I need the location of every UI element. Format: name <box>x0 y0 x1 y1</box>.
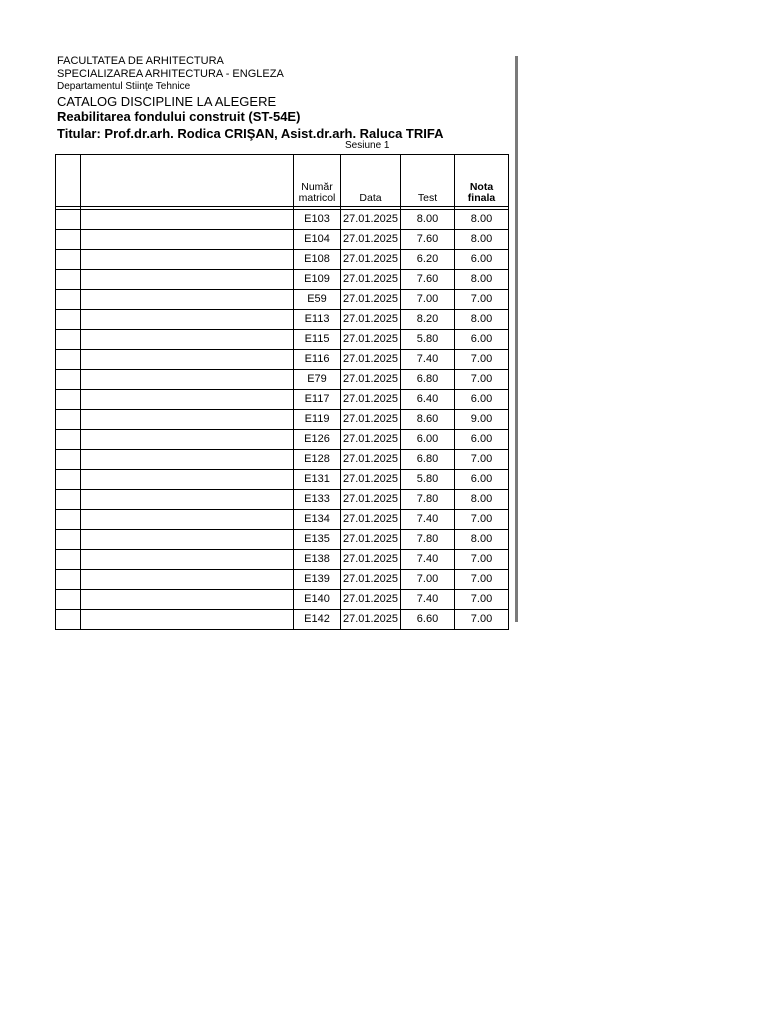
matricol-cell: E134 <box>294 510 341 530</box>
faculty-name: FACULTATEA DE ARHITECTURA <box>57 55 224 67</box>
nota-header-line2: finala <box>467 191 496 204</box>
test-grade-cell: 6.60 <box>401 610 455 630</box>
student-number-cell <box>56 350 81 370</box>
table-row <box>56 370 509 390</box>
matricol-cell: E131 <box>294 470 341 490</box>
matricol-header-line2: matricol <box>298 191 336 204</box>
table-row <box>56 470 509 490</box>
test-grade-cell: 8.00 <box>401 210 455 230</box>
test-grade-cell: 6.40 <box>401 390 455 410</box>
student-name-cell <box>81 490 294 510</box>
matricol-cell: E116 <box>294 350 341 370</box>
discipline-title: Reabilitarea fondului construit (ST-54E) <box>57 109 301 124</box>
student-name-cell <box>81 550 294 570</box>
student-number-cell <box>56 270 81 290</box>
student-name-cell <box>81 430 294 450</box>
final-grade-cell: 8.00 <box>455 230 509 250</box>
table-row <box>56 570 509 590</box>
student-name-cell <box>81 370 294 390</box>
test-grade-cell: 6.20 <box>401 250 455 270</box>
test-grade-cell: 7.40 <box>401 590 455 610</box>
table-row <box>56 610 509 630</box>
date-cell: 27.01.2025 <box>341 610 401 630</box>
matricol-cell: E126 <box>294 430 341 450</box>
date-cell: 27.01.2025 <box>341 430 401 450</box>
student-name-cell <box>81 350 294 370</box>
table-header-row <box>56 155 509 207</box>
test-grade-cell: 7.40 <box>401 550 455 570</box>
final-grade-cell: 6.00 <box>455 430 509 450</box>
date-cell: 27.01.2025 <box>341 290 401 310</box>
matricol-header-line1: Număr <box>301 181 333 193</box>
final-grade-cell: 7.00 <box>455 550 509 570</box>
final-grade-cell: 7.00 <box>455 290 509 310</box>
matricol-cell: E59 <box>294 290 341 310</box>
student-name-cell <box>81 310 294 330</box>
date-cell: 27.01.2025 <box>341 310 401 330</box>
final-grade-cell: 7.00 <box>455 350 509 370</box>
student-name-cell <box>81 510 294 530</box>
student-number-cell <box>56 490 81 510</box>
final-grade-cell: 7.00 <box>455 610 509 630</box>
date-cell: 27.01.2025 <box>341 350 401 370</box>
student-name-cell <box>81 210 294 230</box>
final-grade-cell: 7.00 <box>455 370 509 390</box>
student-number-cell <box>56 370 81 390</box>
column-header-data: Data <box>341 155 401 207</box>
page-edge-bar <box>515 56 518 622</box>
student-name-cell <box>81 410 294 430</box>
table-row <box>56 550 509 570</box>
matricol-cell: E115 <box>294 330 341 350</box>
date-cell: 27.01.2025 <box>341 470 401 490</box>
matricol-cell: E103 <box>294 210 341 230</box>
final-grade-cell: 6.00 <box>455 390 509 410</box>
student-name-cell <box>81 270 294 290</box>
table-row <box>56 410 509 430</box>
final-grade-cell: 7.00 <box>455 590 509 610</box>
column-header-nota <box>455 155 509 207</box>
student-number-cell <box>56 390 81 410</box>
student-number-cell <box>56 310 81 330</box>
matricol-cell: E142 <box>294 610 341 630</box>
date-cell: 27.01.2025 <box>341 390 401 410</box>
column-header-nr <box>56 155 81 207</box>
student-number-cell <box>56 570 81 590</box>
table-row <box>56 350 509 370</box>
test-grade-cell: 6.00 <box>401 430 455 450</box>
test-grade-cell: 7.40 <box>401 510 455 530</box>
matricol-cell: E135 <box>294 530 341 550</box>
student-name-cell <box>81 570 294 590</box>
final-grade-cell: 8.00 <box>455 210 509 230</box>
test-grade-cell: 7.40 <box>401 350 455 370</box>
final-grade-cell: 6.00 <box>455 470 509 490</box>
matricol-cell: E140 <box>294 590 341 610</box>
student-number-cell <box>56 450 81 470</box>
catalog-title: CATALOG DISCIPLINE LA ALEGERE <box>57 94 277 109</box>
table-row <box>56 270 509 290</box>
test-grade-cell: 5.80 <box>401 330 455 350</box>
final-grade-cell: 7.00 <box>455 450 509 470</box>
final-grade-cell: 8.00 <box>455 490 509 510</box>
student-name-cell <box>81 450 294 470</box>
table-row <box>56 490 509 510</box>
test-grade-cell: 6.80 <box>401 370 455 390</box>
table-row <box>56 290 509 310</box>
matricol-cell: E139 <box>294 570 341 590</box>
student-name-cell <box>81 530 294 550</box>
final-grade-cell: 8.00 <box>455 270 509 290</box>
test-grade-cell: 7.80 <box>401 490 455 510</box>
matricol-cell: E108 <box>294 250 341 270</box>
matricol-cell: E138 <box>294 550 341 570</box>
date-cell: 27.01.2025 <box>341 270 401 290</box>
test-grade-cell: 8.20 <box>401 310 455 330</box>
final-grade-cell: 6.00 <box>455 250 509 270</box>
final-grade-cell: 6.00 <box>455 330 509 350</box>
matricol-cell: E119 <box>294 410 341 430</box>
date-cell: 27.01.2025 <box>341 370 401 390</box>
student-name-cell <box>81 330 294 350</box>
table-row <box>56 210 509 230</box>
student-number-cell <box>56 430 81 450</box>
student-number-cell <box>56 410 81 430</box>
session-label: Sesiune 1 <box>345 140 390 151</box>
final-grade-cell: 8.00 <box>455 530 509 550</box>
matricol-cell: E113 <box>294 310 341 330</box>
student-name-cell <box>81 590 294 610</box>
table-row <box>56 330 509 350</box>
grades-table <box>55 154 509 630</box>
student-number-cell <box>56 610 81 630</box>
date-cell: 27.01.2025 <box>341 530 401 550</box>
date-cell: 27.01.2025 <box>341 210 401 230</box>
date-cell: 27.01.2025 <box>341 550 401 570</box>
table-row <box>56 590 509 610</box>
student-number-cell <box>56 330 81 350</box>
test-grade-cell: 6.80 <box>401 450 455 470</box>
matricol-cell: E117 <box>294 390 341 410</box>
column-header-test: Test <box>401 155 455 207</box>
test-grade-cell: 7.00 <box>401 290 455 310</box>
column-header-name <box>81 155 294 207</box>
test-grade-cell: 8.60 <box>401 410 455 430</box>
student-number-cell <box>56 470 81 490</box>
matricol-cell: E79 <box>294 370 341 390</box>
date-cell: 27.01.2025 <box>341 330 401 350</box>
test-grade-cell: 7.60 <box>401 270 455 290</box>
student-number-cell <box>56 590 81 610</box>
test-grade-cell: 7.80 <box>401 530 455 550</box>
student-name-cell <box>81 250 294 270</box>
final-grade-cell: 7.00 <box>455 570 509 590</box>
student-name-cell <box>81 390 294 410</box>
matricol-cell: E109 <box>294 270 341 290</box>
date-cell: 27.01.2025 <box>341 510 401 530</box>
nota-header-line1: Nota <box>469 181 494 193</box>
student-number-cell <box>56 530 81 550</box>
student-number-cell <box>56 290 81 310</box>
department: Departamentul Stiinţe Tehnice <box>57 81 191 92</box>
test-grade-cell: 7.60 <box>401 230 455 250</box>
date-cell: 27.01.2025 <box>341 410 401 430</box>
date-cell: 27.01.2025 <box>341 250 401 270</box>
test-grade-cell: 7.00 <box>401 570 455 590</box>
final-grade-cell: 9.00 <box>455 410 509 430</box>
table-row <box>56 250 509 270</box>
student-name-cell <box>81 290 294 310</box>
table-row <box>56 510 509 530</box>
date-cell: 27.01.2025 <box>341 230 401 250</box>
final-grade-cell: 8.00 <box>455 310 509 330</box>
student-name-cell <box>81 470 294 490</box>
student-number-cell <box>56 510 81 530</box>
student-number-cell <box>56 210 81 230</box>
table-row <box>56 530 509 550</box>
matricol-cell: E104 <box>294 230 341 250</box>
student-number-cell <box>56 550 81 570</box>
table-row <box>56 450 509 470</box>
date-cell: 27.01.2025 <box>341 450 401 470</box>
table-row <box>56 230 509 250</box>
column-header-matricol <box>294 155 341 207</box>
table-row <box>56 430 509 450</box>
date-cell: 27.01.2025 <box>341 590 401 610</box>
test-grade-cell: 5.80 <box>401 470 455 490</box>
date-cell: 27.01.2025 <box>341 570 401 590</box>
final-grade-cell: 7.00 <box>455 510 509 530</box>
student-number-cell <box>56 250 81 270</box>
matricol-cell: E128 <box>294 450 341 470</box>
student-name-cell <box>81 230 294 250</box>
student-name-cell <box>81 610 294 630</box>
table-row <box>56 390 509 410</box>
specialization: SPECIALIZAREA ARHITECTURA - ENGLEZA <box>57 68 284 80</box>
matricol-cell: E133 <box>294 490 341 510</box>
date-cell: 27.01.2025 <box>341 490 401 510</box>
titular-line: Titular: Prof.dr.arh. Rodica CRIŞAN, Asist.dr.arh. Raluca TRIFA <box>57 126 444 141</box>
student-number-cell <box>56 230 81 250</box>
table-row <box>56 310 509 330</box>
